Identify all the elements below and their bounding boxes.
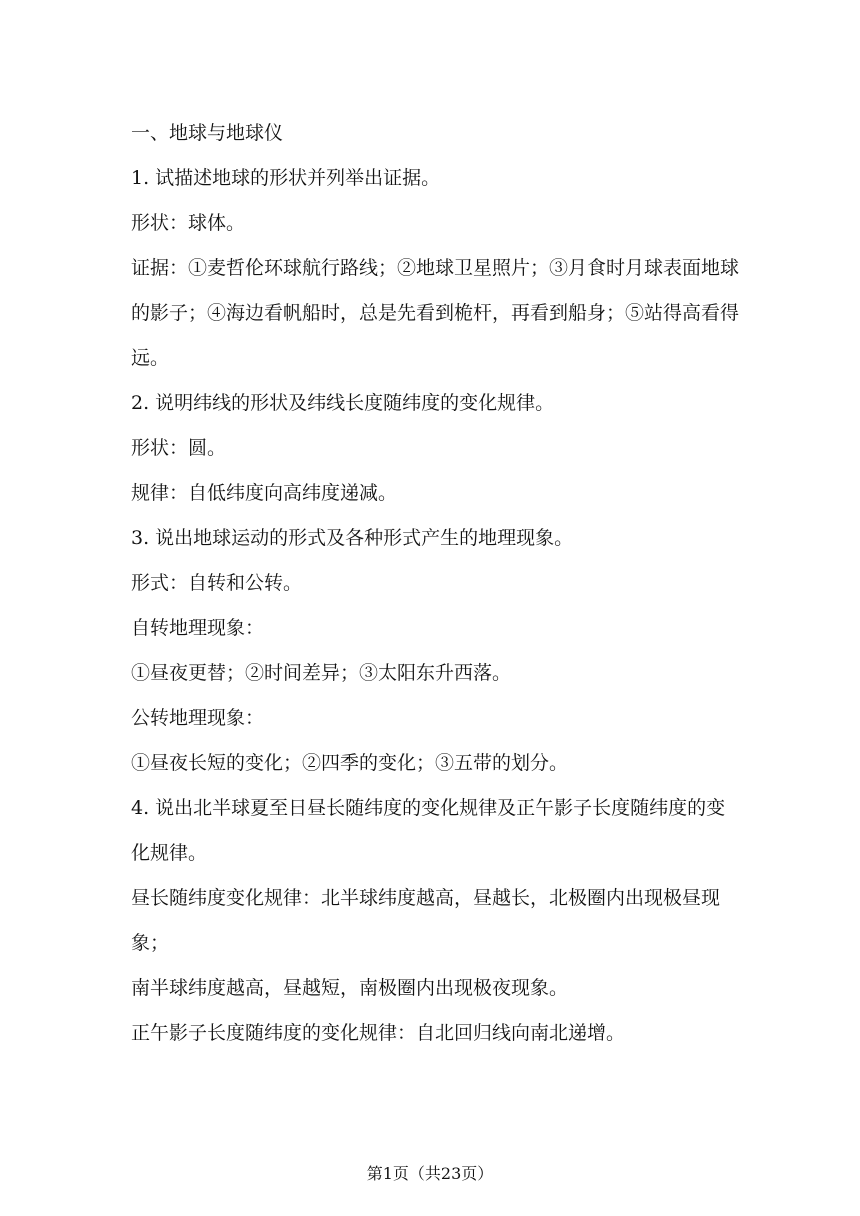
answer-1-evidence: 证据：①麦哲伦环球航行路线；②地球卫星照片；③月食时月球表面地球的影子；④海边看帆船时，总是先看到桅杆，再看到船身；⑤站得高看得远。: [131, 257, 740, 369]
question-4: 4. 说出北半球夏至日昼长随纬度的变化规律及正午影子长度随纬度的变化规律。: [131, 797, 726, 864]
question-1: 1. 试描述地球的形状并列举出证据。: [131, 167, 441, 189]
answer-4-southern: 南半球纬度越高，昼越短，南极圈内出现极夜现象。: [131, 977, 569, 999]
revolution-heading: 公转地理现象：: [131, 707, 265, 729]
revolution-items: ①昼夜长短的变化；②四季的变化；③五带的划分。: [131, 752, 569, 774]
answer-4-daylength-rule: 昼长随纬度变化规律：北半球纬度越高，昼越长，北极圈内出现极昼现象；: [131, 887, 721, 954]
answer-4-shadow-rule: 正午影子长度随纬度的变化规律：自北回归线向南北递增。: [131, 1022, 626, 1044]
rotation-items: ①昼夜更替；②时间差异；③太阳东升西落。: [131, 662, 512, 684]
document-body: [131, 111, 741, 1056]
page-number: 第1页（共23页）: [366, 1164, 494, 1183]
answer-1-shape: 形状：球体。: [131, 212, 246, 234]
answer-3-forms: 形式：自转和公转。: [131, 572, 303, 594]
question-3: 3. 说出地球运动的形式及各种形式产生的地理现象。: [131, 527, 574, 549]
answer-2-shape: 形状：圆。: [131, 437, 227, 459]
question-2: 2. 说明纬线的形状及纬线长度随纬度的变化规律。: [131, 392, 555, 414]
section-title: 一、地球与地球仪: [131, 122, 284, 144]
answer-2-rule: 规律：自低纬度向高纬度递减。: [131, 482, 398, 504]
rotation-heading: 自转地理现象：: [131, 617, 265, 639]
